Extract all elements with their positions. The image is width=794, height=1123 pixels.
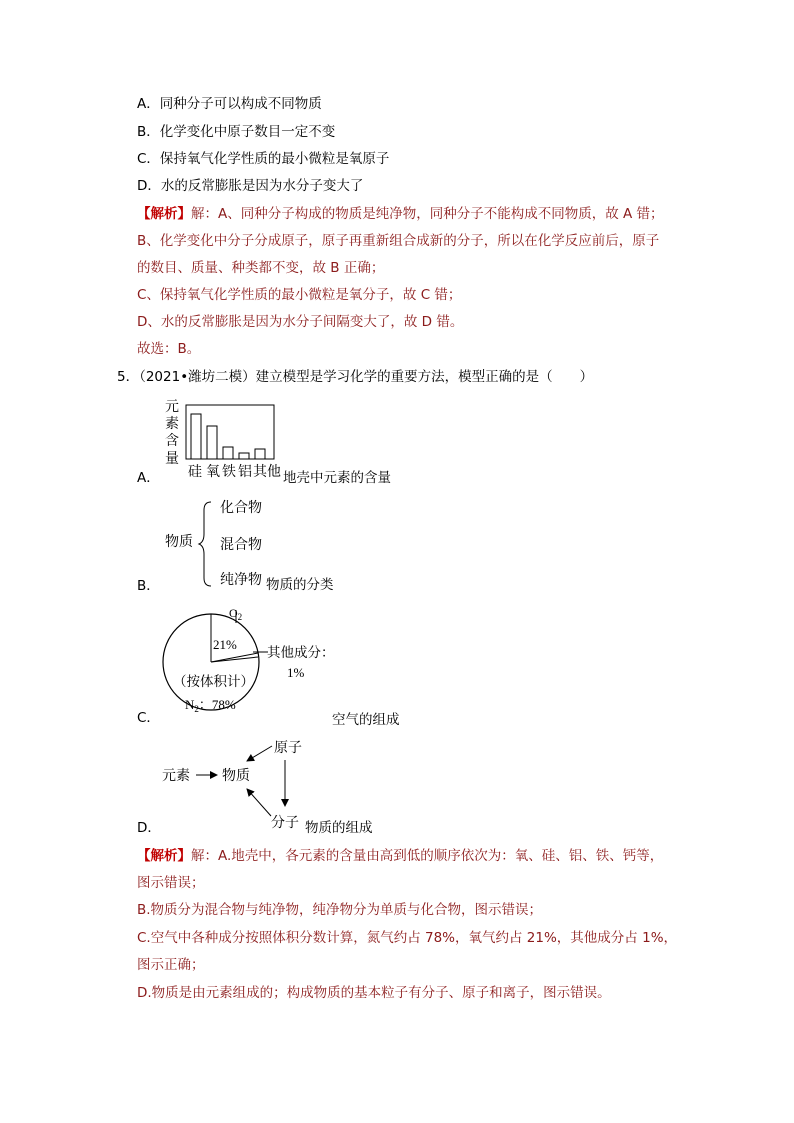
ylabel-char-1: 元 — [165, 399, 179, 415]
analysis-text: 解：A.地壳中，各元素的含量由高到低的顺序依次为：氧、硅、铝、铁、钙等， — [191, 848, 664, 864]
q4-answer: 故选：B。 — [137, 341, 201, 357]
q5-analysis-line-4: C.空气中各种成分按照体积分数计算，氮气约占 78%，氧气约占 21%，其他成分占 1%， — [137, 930, 678, 946]
option-d: D．水的反常膨胀是因为水分子变大了 — [137, 178, 364, 194]
q5-analysis-line-5: 图示正确； — [137, 957, 205, 973]
option-b: B．化学变化中原子数目一定不变 — [137, 124, 336, 140]
category-label: 其他 — [253, 464, 281, 480]
o2-percent: 21% — [213, 637, 237, 652]
analysis-text: 解：A、同种分子构成的物质是纯净物，同种分子不能构成不同物质，故 A 错； — [191, 206, 664, 222]
o2-label — [229, 606, 242, 622]
option-d-letter: D． — [137, 820, 161, 836]
arrow-atom-to-substance — [247, 746, 272, 761]
node-molecule: 分子 — [271, 815, 299, 831]
ylabel-char-2: 素 — [165, 416, 179, 432]
branch-mixture: 混合物 — [220, 537, 262, 553]
option-c-letter: C． — [137, 710, 160, 726]
category-label: 铝 — [238, 464, 252, 480]
bar-aluminum — [239, 453, 249, 459]
q5-analysis-line-6: D.物质是由元素组成的；构成物质的基本粒子有分子、原子和离子，图示错误。 — [137, 985, 611, 1001]
option-a: A．同种分子可以构成不同物质 — [137, 96, 322, 112]
ylabel-char-4: 量 — [165, 451, 179, 467]
option-c-caption: 空气的组成 — [332, 712, 400, 728]
q4-analysis-line-2: B、化学变化中分子分成原子，原子再重新组合成新的分子，所以在化学反应前后，原子 — [137, 233, 660, 249]
others-percent: 1% — [287, 665, 305, 680]
option-b-letter: B． — [137, 578, 160, 594]
n2-label — [185, 697, 236, 714]
substance-composition-diagram — [160, 736, 400, 838]
chart-frame — [186, 405, 274, 459]
option-d-caption: 物质的组成 — [305, 820, 373, 836]
option-b-caption: 物质的分类 — [266, 577, 334, 593]
node-atom: 原子 — [274, 740, 302, 756]
brace-bracket — [199, 502, 211, 586]
bar-other — [255, 449, 265, 459]
analysis-tag: 【解析】 — [137, 848, 191, 864]
bar-iron — [223, 447, 233, 459]
substance-classification-diagram — [160, 494, 400, 594]
q4-analysis-line-1 — [137, 205, 664, 223]
category-label: 硅 — [188, 464, 202, 480]
n2-percent: ：78% — [198, 697, 236, 712]
node-substance: 物质 — [222, 768, 250, 784]
branch-pure-substance: 纯净物 — [220, 572, 262, 588]
q4-analysis-line-3: 的数目、质量、种类都不变，故 B 正确； — [137, 260, 385, 276]
question-5-stem: 5．（2021•潍坊二模）建立模型是学习化学的重要方法，模型正确的是（ ） — [117, 369, 594, 385]
others-label: 其他成分： — [267, 645, 335, 661]
basis-label: （按体积计） — [173, 674, 254, 690]
analysis-tag: 【解析】 — [137, 206, 191, 222]
bar-silicon — [191, 414, 201, 459]
bar-oxygen — [207, 426, 217, 459]
q5-analysis-line-1 — [137, 847, 663, 865]
option-c: C．保持氧气化学性质的最小微粒是氧原子 — [137, 151, 390, 167]
q5-analysis-line-3: B.物质分为混合物与纯净物，纯净物分为单质与化合物，图示错误； — [137, 902, 543, 918]
option-a-caption: 地壳中元素的含量 — [283, 470, 391, 486]
node-element: 元素 — [162, 768, 190, 784]
crust-element-bar-chart — [160, 396, 400, 486]
q4-analysis-line-5: D、水的反常膨胀是因为水分子间隔变大了，故 D 错。 — [137, 314, 464, 330]
root-substance: 物质 — [165, 534, 193, 550]
option-a-letter: A． — [137, 470, 160, 486]
n2-subscript: 2 — [194, 704, 199, 714]
n2-label-text: N — [185, 697, 195, 712]
q4-analysis-line-4: C、保持氧气化学性质的最小微粒是氧分子，故 C 错； — [137, 287, 462, 303]
category-label: 铁 — [222, 464, 236, 480]
o2-subscript: 2 — [237, 612, 243, 622]
ylabel-char-3: 含 — [165, 433, 179, 449]
branch-compound: 化合物 — [220, 500, 262, 516]
arrow-molecule-to-substance — [247, 789, 271, 816]
category-label: 氧 — [206, 464, 220, 480]
q5-analysis-line-2: 图示错误； — [137, 875, 205, 891]
o2-label-text: O — [229, 606, 238, 620]
air-composition-pie-chart — [160, 602, 420, 732]
